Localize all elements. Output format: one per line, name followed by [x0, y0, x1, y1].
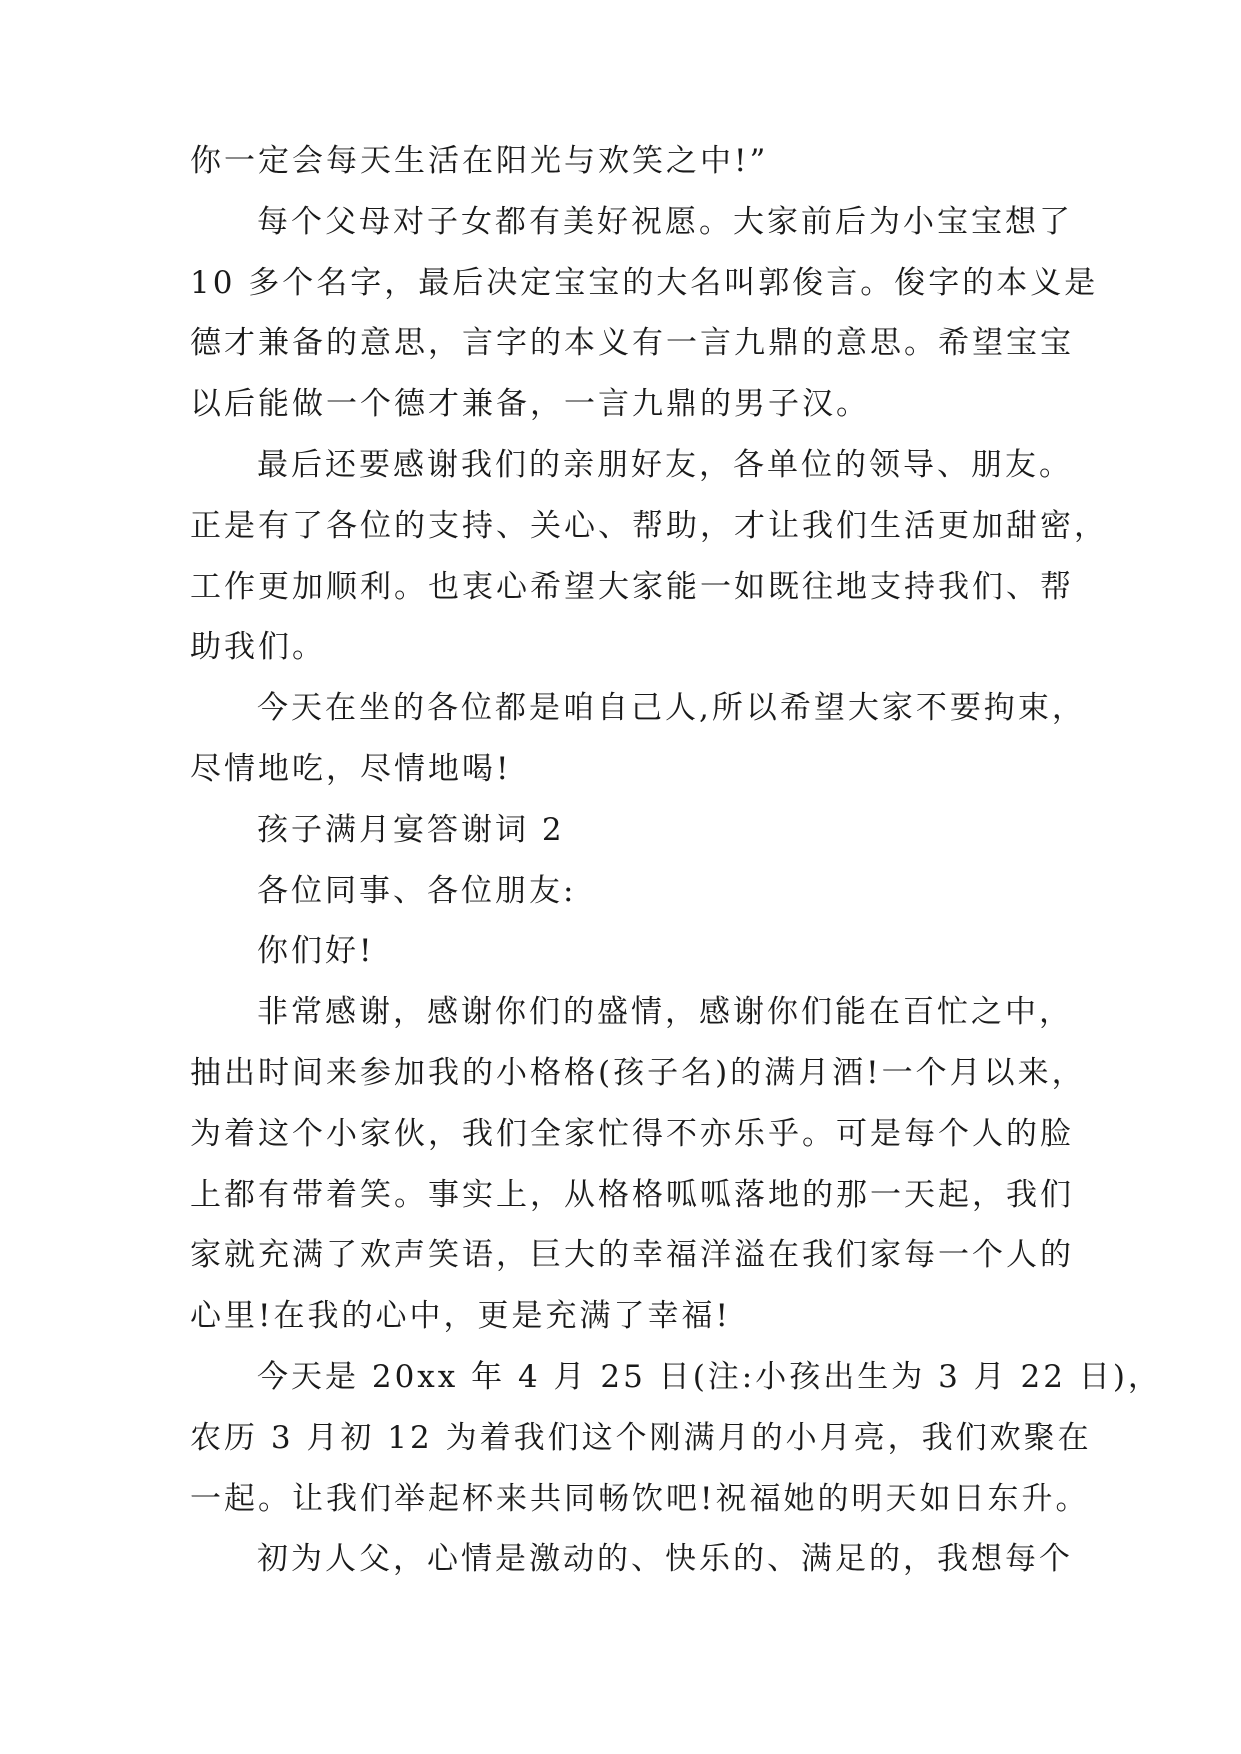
text-line: 今天是 20xx 年 4 月 25 日(注:小孩出生为 3 月 22 日)，: [257, 1358, 1162, 1395]
text-line: 今天在坐的各位都是咱自己人,所以希望大家不要拘束，: [257, 690, 1086, 727]
text-line: 你一定会每天生活在阳光与欢笑之中!”: [190, 143, 769, 179]
text-line: 非常感谢，感谢你们的盛情，感谢你们能在百忙之中，: [257, 994, 1073, 1031]
text-line: 农历 3 月初 12 为着我们这个刚满月的小月亮，我们欢聚在: [190, 1419, 1092, 1456]
text-line: 你们好!: [257, 933, 375, 970]
text-line: 孩子满月宴答谢词 2: [257, 811, 565, 848]
text-line: 10 多个名字，最后决定宝宝的大名叫郭俊言。俊字的本义是: [190, 264, 1099, 301]
text-line: 家就充满了欢声笑语，巨大的幸福洋溢在我们家每一个人的: [190, 1237, 1074, 1274]
text-line: 助我们。: [190, 629, 326, 666]
text-line: 为着这个小家伙，我们全家忙得不亦乐乎。可是每个人的脸: [190, 1115, 1074, 1152]
text-line: 最后还要感谢我们的亲朋好友，各单位的领导、朋友。: [257, 446, 1073, 483]
text-line: 心里!在我的心中，更是充满了幸福!: [190, 1298, 731, 1335]
text-line: 抽出时间来参加我的小格格(孩子名)的满月酒!一个月以来，: [190, 1054, 1086, 1091]
document-body: [190, 131, 1162, 1590]
text-line: 正是有了各位的支持、关心、帮助，才让我们生活更加甜密，: [190, 507, 1108, 544]
text-line: 上都有带着笑。事实上，从格格呱呱落地的那一天起，我们: [190, 1176, 1074, 1213]
text-line: 一起。让我们举起杯来共同畅饮吧!祝福她的明天如日东升。: [190, 1480, 1090, 1517]
text-line: 初为人父，心情是激动的、快乐的、满足的，我想每个: [257, 1541, 1073, 1578]
text-line: 各位同事、各位朋友:: [257, 872, 577, 909]
text-line: 尽情地吃，尽情地喝!: [190, 750, 512, 787]
text-line: 每个父母对子女都有美好祝愿。大家前后为小宝宝想了: [257, 203, 1073, 240]
text-line: 德才兼备的意思，言字的本义有一言九鼎的意思。希望宝宝: [190, 325, 1074, 362]
text-line: 工作更加顺利。也衷心希望大家能一如既往地支持我们、帮: [190, 568, 1074, 605]
text-line: 以后能做一个德才兼备，一言九鼎的男子汉。: [190, 386, 870, 423]
